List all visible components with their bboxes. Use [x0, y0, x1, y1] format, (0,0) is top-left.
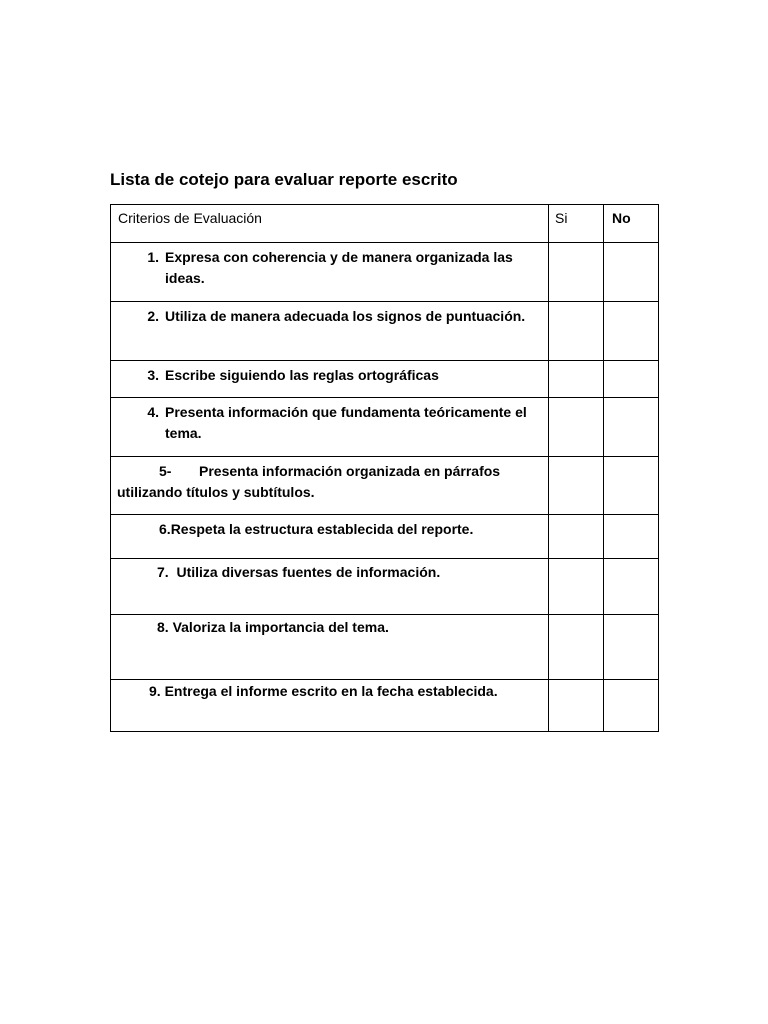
criterion-number: 3.	[147, 367, 159, 383]
header-criteria: Criterios de Evaluación	[111, 205, 549, 243]
yes-check-cell[interactable]	[549, 559, 604, 615]
criterion-cell	[111, 302, 549, 361]
criterion-text: Utiliza diversas fuentes de información.	[176, 564, 441, 580]
yes-check-cell[interactable]	[549, 515, 604, 559]
no-check-cell[interactable]	[604, 559, 659, 615]
yes-check-cell[interactable]	[549, 615, 604, 680]
criterion-cell	[111, 680, 549, 732]
table-row	[111, 398, 659, 457]
no-check-cell[interactable]	[604, 457, 659, 515]
criterion-number: 4.	[147, 404, 159, 420]
no-check-cell[interactable]	[604, 302, 659, 361]
criterion-cell	[111, 243, 549, 302]
yes-check-cell[interactable]	[549, 457, 604, 515]
criterion-text-first-line: Presenta información organizada en párrafos	[199, 463, 501, 479]
criterion-cell	[111, 398, 549, 457]
table-row	[111, 457, 659, 515]
table-header-row	[111, 205, 659, 243]
table-row	[111, 559, 659, 615]
criterion-text-continuation: utilizando títulos y subtítulos.	[117, 484, 315, 500]
criterion-text: Entrega el informe escrito en la fecha establecida.	[164, 683, 498, 699]
criterion-number: 5-	[159, 463, 172, 479]
criterion-text: Valoriza la importancia del tema.	[172, 619, 389, 635]
yes-check-cell[interactable]	[549, 361, 604, 398]
table-row	[111, 680, 659, 732]
criterion-number: 7.	[157, 564, 169, 580]
no-check-cell[interactable]	[604, 243, 659, 302]
criterion-number: 6.	[159, 521, 171, 537]
yes-check-cell[interactable]	[549, 398, 604, 457]
criterion-number: 8.	[157, 619, 169, 635]
criterion-cell	[111, 361, 549, 398]
yes-check-cell[interactable]	[549, 680, 604, 732]
page-title: Lista de cotejo para evaluar reporte escrito	[110, 170, 458, 189]
no-check-cell[interactable]	[604, 398, 659, 457]
criterion-cell	[111, 615, 549, 680]
criterion-text: Presenta información que fundamenta teóricamente el tema.	[165, 404, 527, 441]
table-row	[111, 615, 659, 680]
table-row	[111, 302, 659, 361]
table-row	[111, 515, 659, 559]
checklist-table	[110, 204, 659, 732]
no-check-cell[interactable]	[604, 615, 659, 680]
no-check-cell[interactable]	[604, 515, 659, 559]
table-row	[111, 361, 659, 398]
header-no: No	[604, 205, 659, 243]
table-row	[111, 243, 659, 302]
criterion-text: Utiliza de manera adecuada los signos de puntuación.	[165, 308, 526, 324]
no-check-cell[interactable]	[604, 680, 659, 732]
yes-check-cell[interactable]	[549, 302, 604, 361]
no-check-cell[interactable]	[604, 361, 659, 398]
criterion-text: Escribe siguiendo las reglas ortográficas	[165, 367, 439, 383]
criterion-cell	[111, 515, 549, 559]
criterion-text: Respeta la estructura establecida del reporte.	[170, 521, 474, 537]
criterion-cell	[111, 457, 549, 515]
criterion-number: 1.	[147, 249, 159, 265]
header-yes: Si	[549, 205, 604, 243]
criterion-number: 9.	[149, 683, 161, 699]
criterion-number: 2.	[147, 308, 159, 324]
criterion-text: Expresa con coherencia y de manera organizada las ideas.	[165, 249, 513, 286]
criterion-cell	[111, 559, 549, 615]
yes-check-cell[interactable]	[549, 243, 604, 302]
